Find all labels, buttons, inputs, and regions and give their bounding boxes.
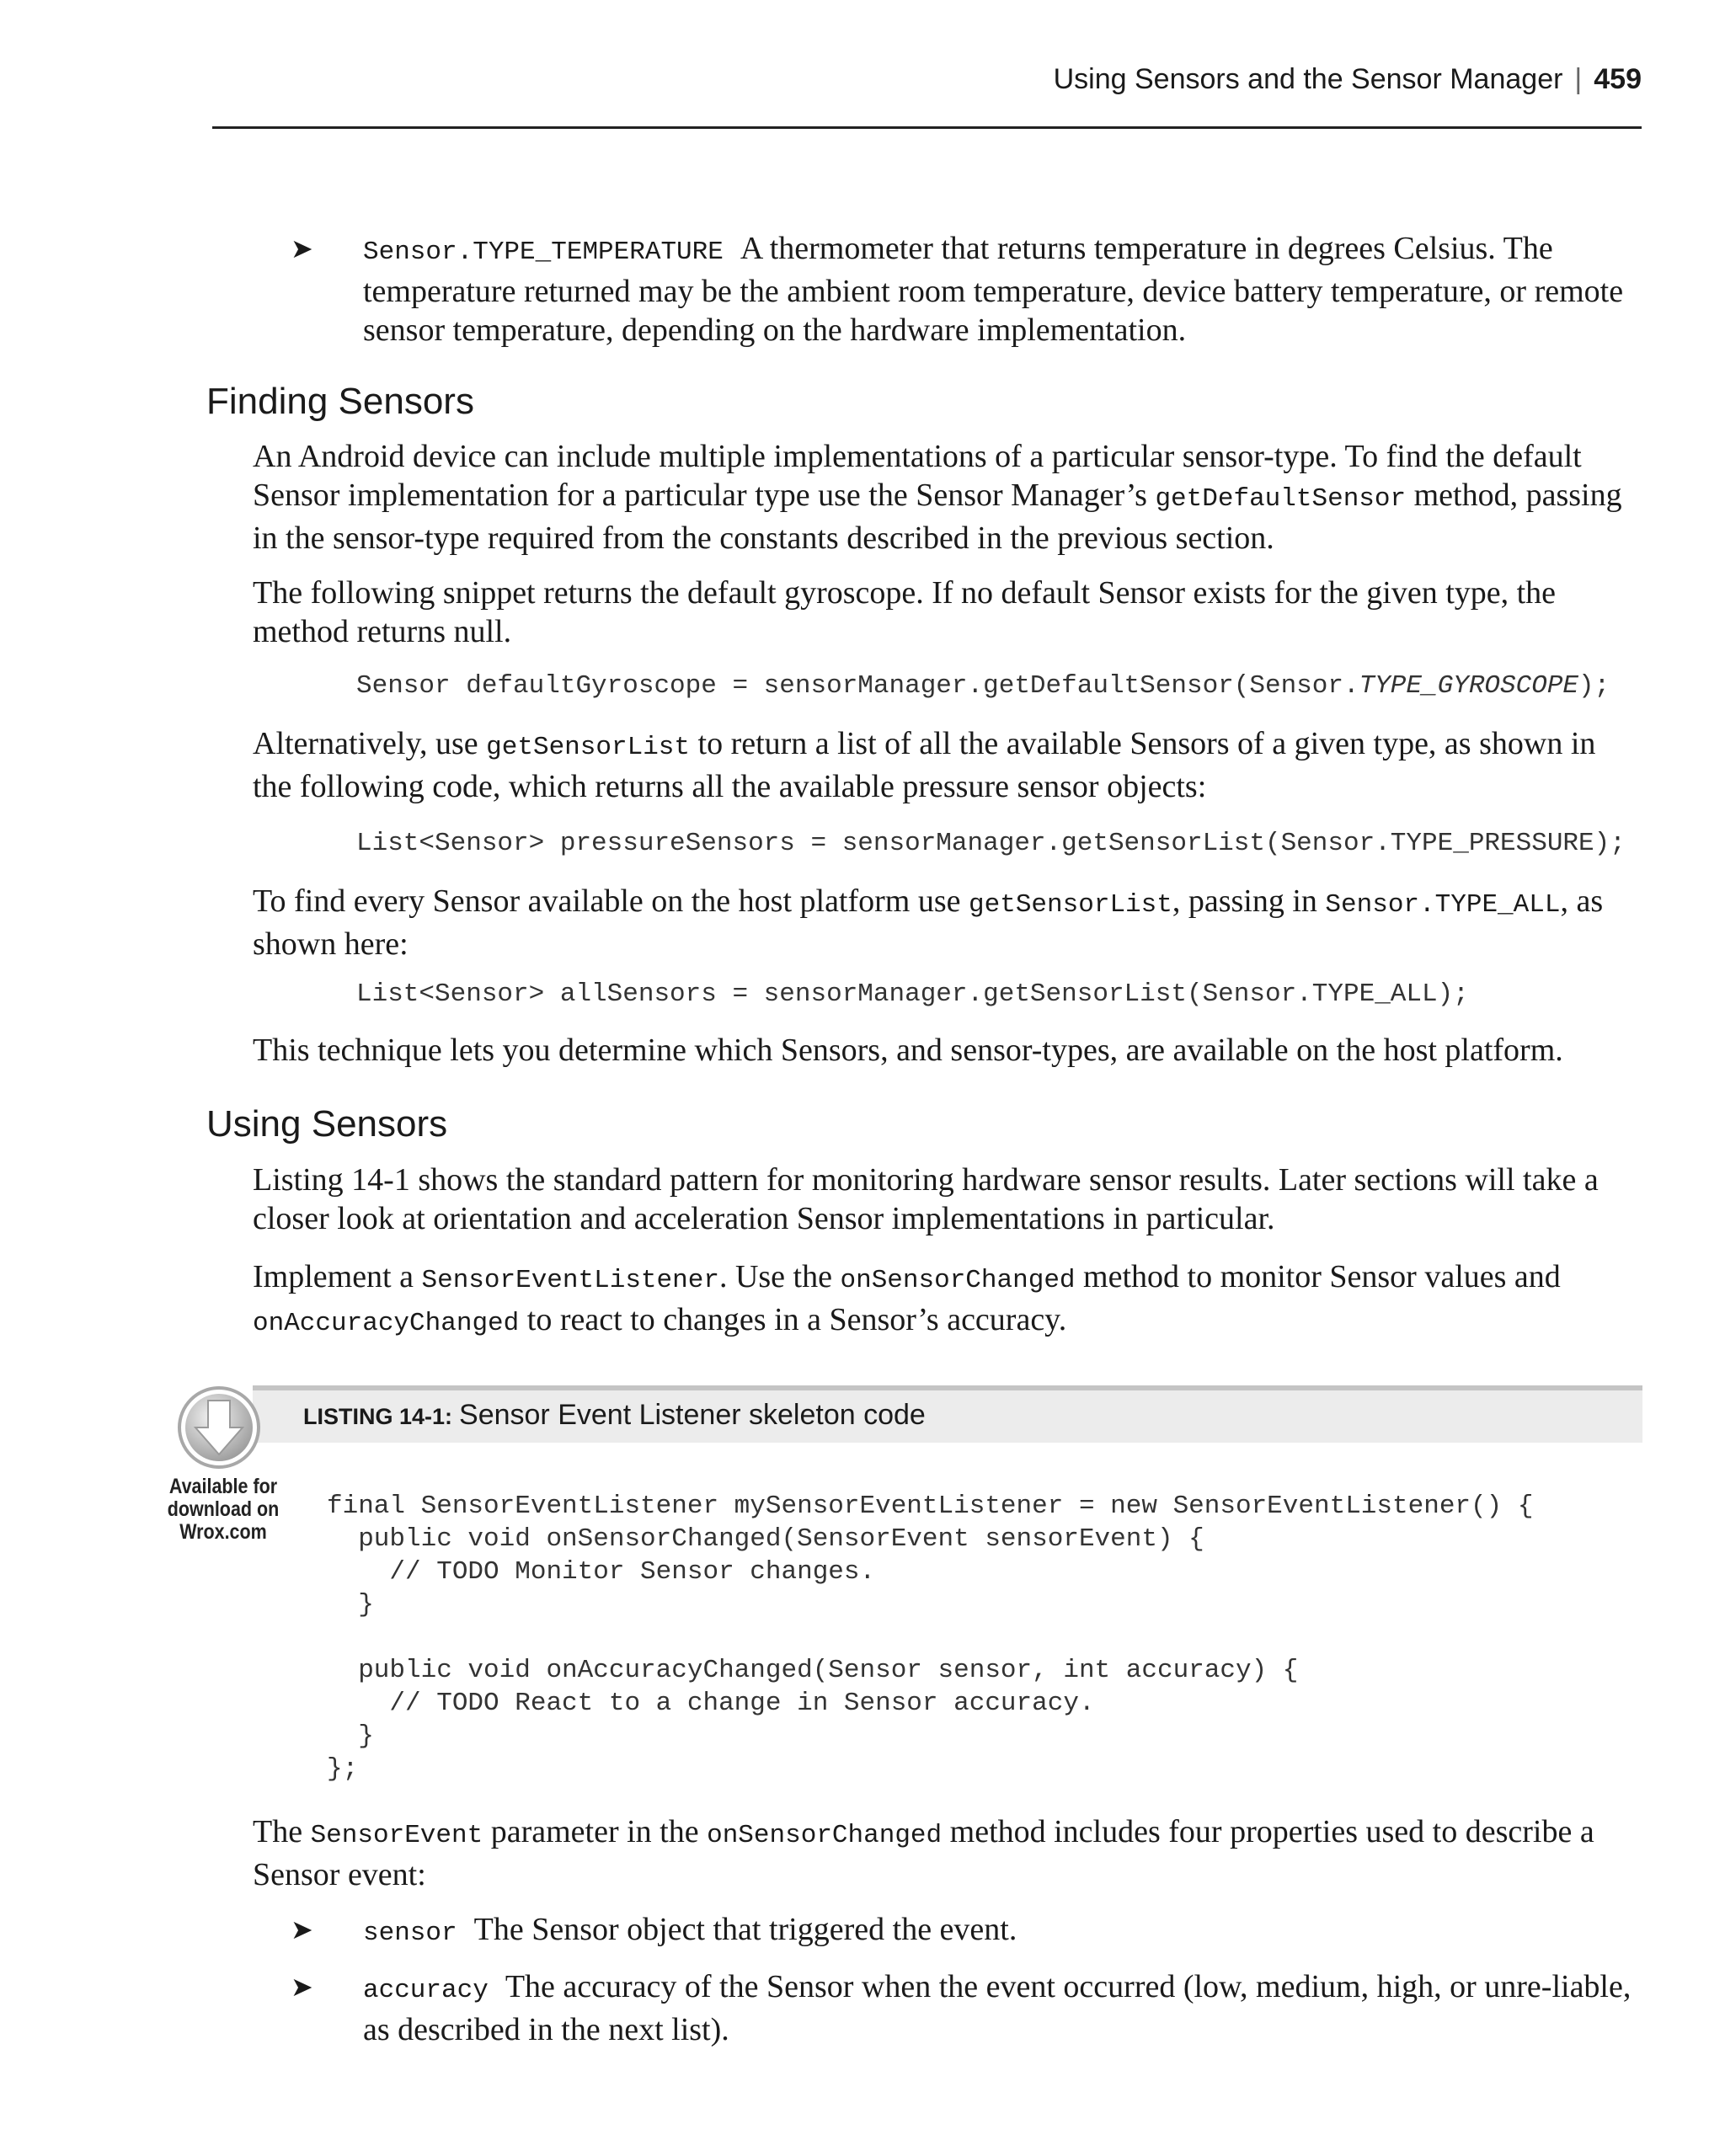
text-run: method includes four properties used to describe a Sensor event: <box>253 1814 1594 1892</box>
paragraph: This technique lets you determine which Sensors, and sensor-types, are available on the host platform. <box>253 1033 1563 1068</box>
bullet-term: sensor <box>363 1919 457 1948</box>
listing-label: LISTING 14-1: <box>303 1404 453 1429</box>
inline-code: onSensorChanged <box>840 1266 1076 1295</box>
running-title: Using Sensors and the Sensor Manager <box>1053 63 1563 95</box>
download-arrow-icon <box>177 1385 261 1470</box>
listing-code-line: } <box>327 1721 374 1751</box>
paragraph <box>253 1257 1642 1343</box>
property-bullet <box>291 1967 1638 2049</box>
code-snippet: List<Sensor> pressureSensors = sensorManager.getSensorList(Sensor.TYPE_PRESSURE); <box>356 829 1626 858</box>
download-note-line: download on <box>167 1497 280 1521</box>
bullet-text <box>363 229 1638 350</box>
inline-code: getDefaultSensor <box>1155 484 1407 514</box>
code-text: Sensor defaultGyroscope = sensorManager.getDefaultSensor(Sensor. <box>356 671 1359 701</box>
text-run: The <box>253 1814 311 1849</box>
heading-using-sensors: Using Sensors <box>206 1103 448 1145</box>
inline-code: getSensorList <box>969 890 1172 920</box>
bullet-term: accuracy <box>363 1976 489 2005</box>
text-run: Alternatively, use <box>253 726 487 761</box>
inline-code: SensorEventListener <box>421 1266 719 1295</box>
paragraph <box>253 437 1642 558</box>
listing-title-bar <box>253 1385 1642 1443</box>
listing-code-line: public void onAccuracyChanged(Sensor sensor, int accuracy) { <box>327 1656 1299 1685</box>
text-run: Implement a <box>253 1259 422 1294</box>
paragraph: The following snippet returns the default gyroscope. If no default Sensor exists for the given type, the method returns null. <box>253 575 1557 649</box>
inline-code: getSensorList <box>486 733 691 762</box>
listing-title <box>303 1399 926 1432</box>
download-note <box>160 1476 286 1544</box>
bullet-description: The accuracy of the Sensor when the event occurred (low, medium, high, or unre-liable, as described in the next list). <box>363 1969 1632 2047</box>
inline-code: Sensor.TYPE_ALL <box>1325 890 1561 920</box>
text-run: . Use the <box>718 1259 841 1294</box>
bullet-description: A thermometer that returns temperature in degrees Celsius. The temperature returned may be the ambient room temperature, device battery temperature, or remote sensor temperature, depending on the hardware implementation. <box>363 231 1624 348</box>
inline-code: onAccuracyChanged <box>253 1309 520 1338</box>
text-run: , passing in <box>1172 883 1326 919</box>
listing-code-line: public void onSensorChanged(SensorEvent sensorEvent) { <box>327 1524 1204 1554</box>
download-note-line: Available for <box>168 1475 278 1498</box>
text-run: parameter in the <box>483 1814 708 1849</box>
listing-code-line: // TODO Monitor Sensor changes. <box>327 1557 876 1587</box>
paragraph <box>253 882 1642 963</box>
running-header <box>1054 63 1642 96</box>
text-run: To find every Sensor available on the host platform use <box>253 883 969 919</box>
listing-code-line: final SensorEventListener mySensorEventListener = new SensorEventListener() { <box>327 1492 1534 1521</box>
paragraph <box>253 1812 1642 1894</box>
text-run: , as shown here: <box>253 883 1604 962</box>
bullet-arrow-icon: ➤ <box>291 232 313 264</box>
text-run: An Android device can include multiple implementations of a particular sensor-type. To find the default Sensor implementation for a particular type use the Sensor Manager’s <box>253 439 1582 513</box>
listing-code-line: } <box>327 1590 374 1620</box>
heading-finding-sensors: Finding Sensors <box>206 381 474 422</box>
bullet-arrow-icon: ➤ <box>291 1971 313 2003</box>
inline-code: SensorEvent <box>310 1821 483 1850</box>
code-text: ); <box>1578 671 1610 701</box>
text-run: method to monitor Sensor values and <box>1075 1259 1561 1294</box>
bullet-text <box>363 1910 1638 1953</box>
code-snippet <box>356 671 1610 701</box>
code-text-italic: TYPE_GYROSCOPE <box>1359 671 1579 701</box>
inline-code: onSensorChanged <box>707 1821 943 1850</box>
download-note-line: Wrox.com <box>179 1520 267 1544</box>
bullet-description: The Sensor object that triggered the event. <box>473 1912 1017 1947</box>
bullet-arrow-icon: ➤ <box>291 1913 313 1945</box>
text-run: to return a list of all the available Sensors of a given type, as shown in the following code, which returns all the available pressure sensor objects: <box>253 726 1596 804</box>
listing-caption: Sensor Event Listener skeleton code <box>459 1399 926 1431</box>
property-bullet <box>291 1910 1638 1953</box>
page-number: 459 <box>1594 63 1642 95</box>
code-snippet: List<Sensor> allSensors = sensorManager.getSensorList(Sensor.TYPE_ALL); <box>356 979 1469 1009</box>
header-rule <box>212 126 1642 129</box>
listing-code-line: }; <box>327 1754 359 1784</box>
paragraph <box>253 724 1642 806</box>
bullet-text <box>363 1967 1638 2049</box>
bullet-term: Sensor.TYPE_TEMPERATURE <box>363 237 724 267</box>
header-separator: | <box>1574 63 1583 95</box>
temperature-bullet <box>291 229 1638 350</box>
text-run: method, passing in the sensor-type required from the constants described in the previous section. <box>253 478 1622 556</box>
paragraph: Listing 14-1 shows the standard pattern for monitoring hardware sensor results. Later sections will take a closer look at orientation and acceleration Sensor implementations in particular. <box>253 1162 1599 1236</box>
text-run: to react to changes in a Sensor’s accuracy. <box>519 1302 1067 1337</box>
listing-code-line: // TODO React to a change in Sensor accuracy. <box>327 1689 1095 1718</box>
